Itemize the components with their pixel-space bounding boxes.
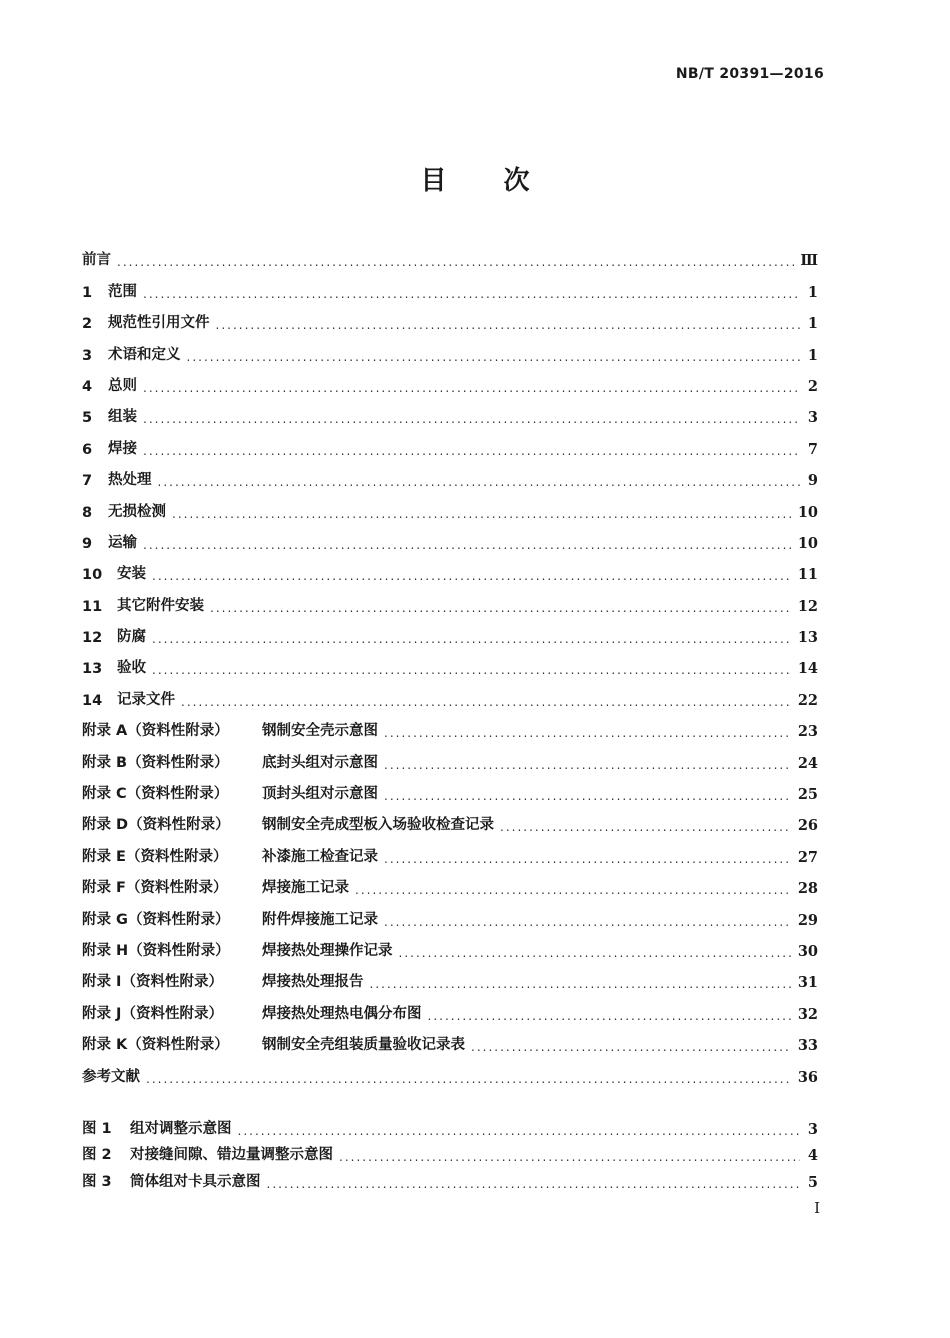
leader-dots — [143, 381, 800, 395]
standard-number: NB/T 20391—2016 — [675, 66, 824, 82]
appendix-label: 附录 C（资料性附录） — [82, 786, 229, 803]
leader-dots — [355, 883, 792, 897]
toc-entry-page: 26 — [797, 817, 818, 835]
leader-dots — [143, 538, 792, 552]
leader-dots — [181, 695, 792, 709]
toc-entry-page: 12 — [797, 597, 818, 615]
toc-entry-references[interactable] — [82, 1054, 818, 1085]
toc-entry-title: 焊接 — [108, 440, 137, 457]
leader-dots — [187, 350, 801, 364]
toc-entry-page: 3 — [807, 409, 818, 427]
leader-dots — [500, 820, 792, 834]
appendix-label: 附录 A（资料性附录） — [82, 723, 229, 740]
toc-entry-page: 33 — [797, 1037, 818, 1055]
toc-entry-appendix[interactable] — [82, 897, 818, 928]
figure-label: 图 3 — [82, 1173, 112, 1190]
leader-dots — [384, 789, 792, 803]
toc-entry-number: 11 — [82, 598, 103, 615]
toc-entry-page: 10 — [797, 534, 818, 552]
toc-entry-page: 14 — [797, 660, 818, 678]
toc-entry-title: 补漆施工检查记录 — [262, 848, 378, 865]
toc-entry-appendix[interactable] — [82, 960, 818, 991]
toc-entry-page: 25 — [797, 786, 818, 804]
toc-entry-title: 钢制安全壳成型板入场验收检查记录 — [262, 817, 494, 834]
toc-entry-page: 23 — [797, 723, 818, 741]
toc-entry-title: 焊接施工记录 — [262, 880, 349, 897]
toc-entry-title: 焊接热处理报告 — [262, 974, 364, 991]
toc-entry-chapter[interactable] — [82, 677, 818, 708]
toc-entry-title: 组对调整示意图 — [130, 1120, 232, 1137]
toc-entry-appendix[interactable] — [82, 803, 818, 834]
toc-entry-number: 9 — [82, 535, 93, 552]
toc-entry-title: 对接缝间隙、错边量调整示意图 — [130, 1147, 333, 1163]
toc-entry-page: 1 — [807, 283, 818, 301]
toc-entry-number: 4 — [82, 378, 93, 395]
page-number: Ⅰ — [814, 1199, 820, 1217]
toc-entry-number: 2 — [82, 316, 93, 333]
toc-entry-page: 27 — [797, 848, 818, 866]
toc-entry-title: 运输 — [108, 534, 137, 551]
toc-entry-title: 其它附件安装 — [117, 597, 204, 614]
toc-entry-title: 附件焊接施工记录 — [262, 911, 378, 928]
toc-entry-page: 1 — [807, 315, 818, 333]
toc-entry-page: 11 — [797, 566, 818, 584]
leader-dots — [172, 507, 792, 521]
appendix-label: 附录 H（资料性附录） — [82, 942, 230, 959]
toc-entry-appendix[interactable] — [82, 929, 818, 960]
toc-entry-appendix[interactable] — [82, 709, 818, 740]
appendix-label: 附录 E（资料性附录） — [82, 848, 228, 865]
leader-dots — [238, 1124, 801, 1138]
toc-entry-number: 5 — [82, 410, 93, 427]
leader-dots — [471, 1040, 792, 1054]
toc-entry-title: 钢制安全壳示意图 — [262, 723, 378, 740]
toc-entry-title: 热处理 — [108, 472, 152, 489]
figure-label: 图 1 — [82, 1120, 112, 1137]
toc-entry-title: 防腐 — [117, 629, 146, 646]
toc-entry-title: 安装 — [117, 566, 146, 583]
toc-entry-page: 22 — [797, 691, 818, 709]
leader-dots — [152, 569, 792, 583]
toc-entry-chapter[interactable] — [82, 552, 818, 583]
toc-entry-page: 7 — [807, 440, 818, 458]
toc-entry-chapter[interactable] — [82, 332, 818, 363]
toc-entry-title: 验收 — [117, 660, 146, 677]
appendix-label: 附录 F（资料性附录） — [82, 880, 228, 897]
leader-dots — [384, 852, 792, 866]
toc-entry-title: 总则 — [108, 377, 137, 394]
toc-entry-appendix[interactable] — [82, 866, 818, 897]
toc-entry-number: 3 — [82, 347, 93, 364]
leader-dots — [143, 444, 800, 458]
toc-entry-figure[interactable] — [82, 1111, 818, 1138]
toc-entry-number: 8 — [82, 504, 93, 521]
toc-entry-title: 焊接热处理操作记录 — [262, 942, 393, 959]
leader-dots — [210, 601, 792, 615]
toc-entry-page: 30 — [797, 942, 818, 960]
toc-entry-chapter[interactable] — [82, 583, 818, 614]
toc-entry-appendix[interactable] — [82, 991, 818, 1022]
leader-dots — [370, 977, 792, 991]
toc-entry-appendix[interactable] — [82, 834, 818, 865]
toc-entry-title: 焊接热处理热电偶分布图 — [262, 1005, 422, 1022]
leader-dots — [384, 915, 792, 929]
toc-entry-title: 规范性引用文件 — [108, 315, 210, 332]
toc-entry-page: 2 — [807, 377, 818, 395]
appendix-label: 附录 J（资料性附录） — [82, 1005, 223, 1022]
toc-entry-page: Ⅲ — [800, 252, 818, 270]
toc-entry-title: 底封头组对示意图 — [262, 754, 378, 771]
toc-entry-number: 10 — [82, 567, 103, 584]
toc-entry-page: 32 — [797, 1005, 818, 1023]
leader-dots — [158, 475, 801, 489]
toc-entry-page: 24 — [797, 754, 818, 772]
toc-entry-title: 无损检测 — [108, 503, 166, 520]
toc-entry-appendix[interactable] — [82, 772, 818, 803]
toc-entry-appendix[interactable] — [82, 740, 818, 771]
toc-entry-page: 3 — [807, 1120, 818, 1138]
toc-entry-number: 7 — [82, 473, 93, 490]
toc-entry-chapter[interactable] — [82, 426, 818, 457]
toc-entry-appendix[interactable] — [82, 1023, 818, 1054]
leader-dots — [146, 1072, 792, 1086]
toc-entry-chapter[interactable] — [82, 269, 818, 300]
toc-entry-title: 顶封头组对示意图 — [262, 786, 378, 803]
toc-entry-figure[interactable] — [82, 1164, 818, 1191]
toc-entry-page: 36 — [797, 1068, 818, 1086]
toc-entry-title: 钢制安全壳组装质量验收记录表 — [262, 1037, 465, 1054]
toc-entry-chapter[interactable] — [82, 615, 818, 646]
figure-label: 图 2 — [82, 1147, 112, 1163]
toc-entry-page: 10 — [797, 503, 818, 521]
toc-entry-page: 31 — [797, 974, 818, 992]
leader-dots — [143, 287, 800, 301]
toc-entry-page: 1 — [807, 346, 818, 364]
toc-entry-chapter[interactable] — [82, 489, 818, 520]
table-of-contents — [82, 238, 818, 1086]
appendix-label: 附录 B（资料性附录） — [82, 754, 229, 771]
toc-entry-title: 参考文献 — [82, 1068, 140, 1085]
toc-entry-chapter[interactable] — [82, 458, 818, 489]
leader-dots — [428, 1009, 792, 1023]
leader-dots — [384, 758, 792, 772]
toc-entry-page: 29 — [797, 911, 818, 929]
toc-entry-page: 5 — [807, 1173, 818, 1191]
toc-entry-chapter[interactable] — [82, 521, 818, 552]
leader-dots — [152, 632, 792, 646]
toc-entry-number: 14 — [82, 692, 103, 709]
toc-entry-chapter[interactable] — [82, 301, 818, 332]
toc-entry-title: 前言 — [82, 252, 111, 269]
toc-entry-page: 4 — [807, 1147, 818, 1164]
toc-entry-page: 13 — [797, 629, 818, 647]
list-of-figures — [82, 1111, 818, 1191]
appendix-label: 附录 I（资料性附录） — [82, 974, 223, 991]
leader-dots — [399, 946, 792, 960]
appendix-label: 附录 K（资料性附录） — [82, 1037, 229, 1054]
toc-entry-number: 1 — [82, 284, 93, 301]
leader-dots — [143, 412, 800, 426]
appendix-label: 附录 D（资料性附录） — [82, 817, 230, 834]
toc-entry-title: 范围 — [108, 283, 137, 300]
toc-entry-number: 12 — [82, 630, 103, 647]
leader-dots — [216, 318, 801, 332]
toc-entry-foreword[interactable] — [82, 238, 818, 269]
page-title: 目 次 — [420, 166, 554, 196]
toc-entry-title: 组装 — [108, 409, 137, 426]
leader-dots — [152, 663, 792, 677]
toc-entry-chapter[interactable] — [82, 646, 818, 677]
leader-dots — [339, 1150, 800, 1164]
toc-entry-number: 6 — [82, 441, 93, 458]
toc-entry-page: 28 — [797, 880, 818, 898]
toc-entry-title: 术语和定义 — [108, 346, 181, 363]
toc-entry-figure[interactable] — [82, 1138, 818, 1165]
leader-dots — [384, 726, 792, 740]
toc-entry-chapter[interactable] — [82, 395, 818, 426]
toc-entry-title: 筒体组对卡具示意图 — [130, 1173, 261, 1190]
toc-entry-chapter[interactable] — [82, 364, 818, 395]
toc-entry-number: 13 — [82, 661, 103, 678]
leader-dots — [267, 1177, 801, 1191]
leader-dots — [117, 255, 794, 269]
toc-entry-title: 记录文件 — [117, 691, 175, 708]
toc-entry-page: 9 — [807, 472, 818, 490]
appendix-label: 附录 G（资料性附录） — [82, 911, 230, 928]
